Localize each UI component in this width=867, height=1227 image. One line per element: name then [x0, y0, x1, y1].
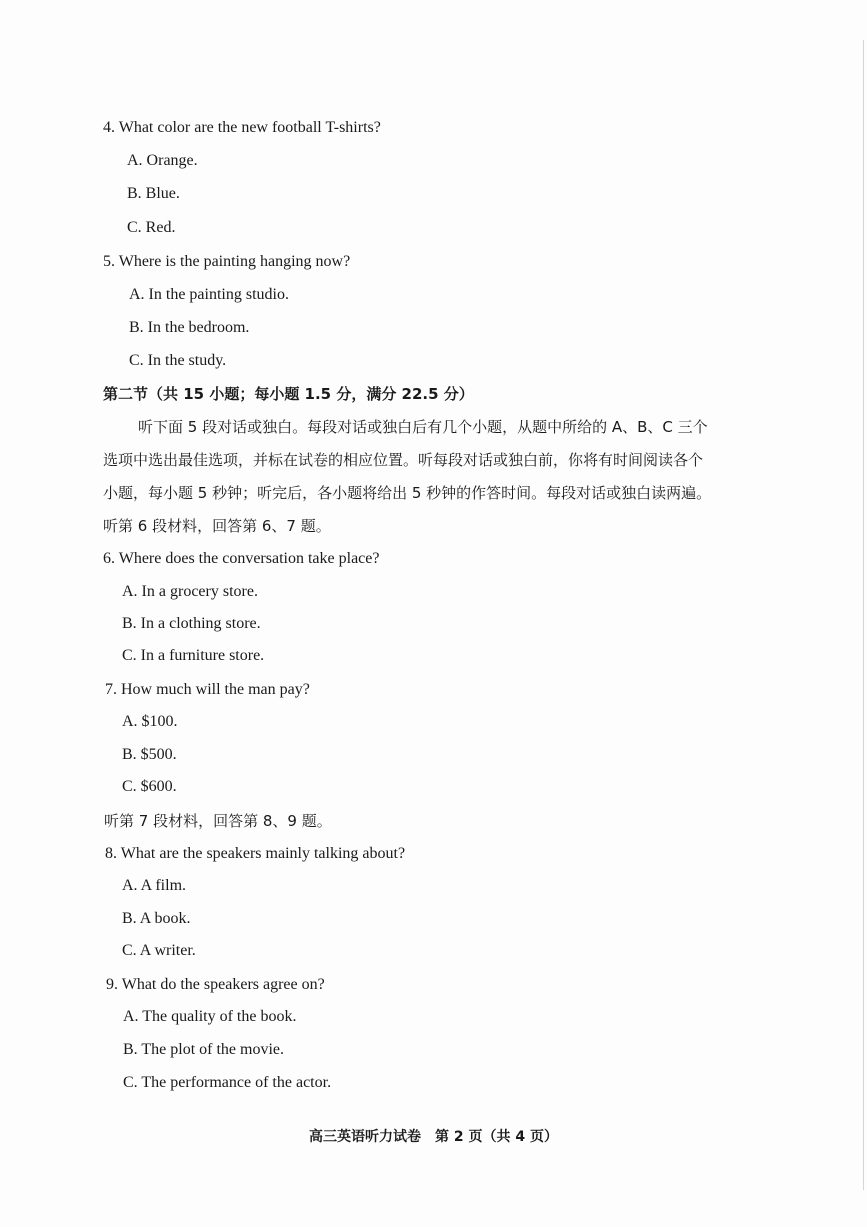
question-4-option-a: A. Orange. — [127, 152, 198, 169]
material-7-intro: 听第 7 段材料，回答第 8、9 题。 — [104, 812, 332, 830]
question-6-option-a: A. In a grocery store. — [122, 583, 258, 600]
question-9-option-a: A. The quality of the book. — [123, 1008, 297, 1025]
question-8-option-b: B. A book. — [122, 910, 191, 927]
question-6-option-b: B. In a clothing store. — [122, 615, 261, 632]
question-8-option-a: A. A film. — [122, 877, 187, 894]
question-8: 8. What are the speakers mainly talking about? — [105, 845, 406, 862]
material-6-intro: 听第 6 段材料，回答第 6、7 题。 — [103, 517, 331, 535]
question-5-option-a: A. In the painting studio. — [129, 286, 289, 303]
question-4-option-b: B. Blue. — [127, 185, 180, 202]
question-7: 7. How much will the man pay? — [105, 681, 310, 698]
question-4: 4. What color are the new football T-shirts? — [103, 119, 381, 136]
question-4-option-c: C. Red. — [127, 219, 176, 236]
question-7-option-b: B. $500. — [122, 746, 177, 763]
question-6-option-c: C. In a furniture store. — [122, 647, 265, 664]
instruction-line-3: 小题，每小题 5 秒钟；听完后，各小题将给出 5 秒钟的作答时间。每段对话或独白读两遍。 — [103, 484, 712, 502]
question-9-option-c: C. The performance of the actor. — [123, 1074, 332, 1091]
question-8-option-c: C. A writer. — [122, 942, 196, 959]
section-2-heading: 第二节（共 15 小题；每小题 1.5 分，满分 22.5 分） — [103, 385, 474, 403]
question-5-option-b: B. In the bedroom. — [129, 319, 250, 336]
question-9-option-b: B. The plot of the movie. — [123, 1041, 285, 1058]
instruction-line-1: 听下面 5 段对话或独白。每段对话或独白后有几个小题，从题中所给的 A、B、C 三个 — [138, 418, 708, 436]
page-footer: 高三英语听力试卷 第 2 页（共 4 页） — [309, 1129, 558, 1145]
question-5-option-c: C. In the study. — [129, 352, 227, 369]
question-5: 5. Where is the painting hanging now? — [103, 253, 351, 270]
question-9: 9. What do the speakers agree on? — [106, 976, 325, 993]
question-7-option-c: C. $600. — [122, 778, 177, 795]
instruction-line-2: 选项中选出最佳选项，并标在试卷的相应位置。听每段对话或独白前，你将有时间阅读各个 — [103, 451, 704, 469]
question-7-option-a: A. $100. — [122, 713, 178, 730]
question-6: 6. Where does the conversation take place? — [103, 550, 380, 567]
